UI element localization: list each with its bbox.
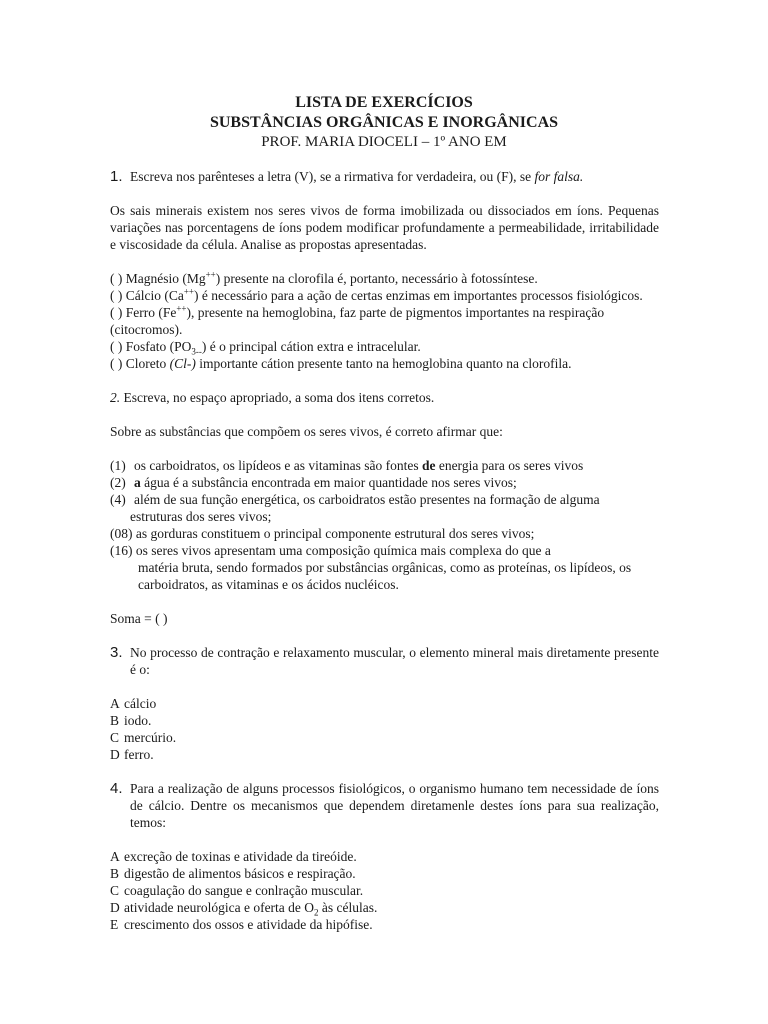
prompt-italic: for falsa. [534, 169, 584, 184]
prompt-text: Escreva nos parênteses a letra (V), se a rirmativa for verdadeira, ou (F), se [130, 169, 535, 184]
document-title: LISTA DE EXERCÍCIOS [295, 94, 473, 111]
prompt-text: Para a realização de alguns processos fisiológicos, o organismo humano tem necessidade de íons de cálcio. Dentre os mecanismos que dependem diretamenle destes íons para sua realização, temos: [130, 781, 659, 830]
statement-item: ( ) Fosfato $(PO_{3--})$ é o principal cátion extra e intracelular. [110, 339, 421, 357]
question-1-prompt [110, 168, 659, 185]
statement-item: ( ) Cálcio (Ca++) é necessário para a ação de certas enzimas em importantes processos fisiológicos. [110, 286, 643, 303]
answer-option: B iodo. [110, 713, 152, 728]
exercise-list [110, 168, 659, 933]
question-number: 2. [110, 390, 121, 405]
statement-item: ( ) Cloreto (Cl-) importante cátion presente tanto na hemoglobina quanto na clorofila. [110, 356, 572, 371]
answer-option: C coagulação do sangue e conlração muscular. [110, 883, 364, 898]
document-header [0, 93, 768, 152]
answer-option: A cálcio [110, 696, 157, 711]
prompt-text: No processo de contração e relaxamento muscular, o elemento mineral mais diretamente presente é o: [130, 645, 659, 677]
answer-option: A excreção de toxinas e atividade da tireóide. [110, 849, 357, 864]
list-item: (2) a água é a substância encontrada em maior quantidade nos seres vivos; [110, 475, 517, 490]
list-item: (08) as gorduras constituem o principal componente estrutural dos seres vivos; [110, 526, 535, 541]
answer-option: B digestão de alimentos básicos e respiração. [110, 866, 356, 881]
answer-option: C mercúrio. [110, 730, 177, 745]
question-3-prompt [110, 644, 659, 678]
list-item-continuation: estruturas dos seres vivos; [130, 509, 272, 524]
question-2-intro: Sobre as substâncias que compõem os seres vivos, é correto afirmar que: [110, 424, 503, 439]
question-number: 3. [110, 644, 123, 661]
list-item: (4) além de sua função energética, os carboidratos estão presentes na formação de alguma [110, 492, 600, 507]
list-item-continuation: matéria bruta, sendo formados por substâncias orgânicas, como as proteínas, os lipídeos, os carboidratos, as vitaminas e os ácidos nucléicos. [138, 560, 632, 592]
answer-option: E crescimento dos ossos e atividade da hipófise. [110, 917, 373, 932]
answer-option: D ferro. [110, 747, 154, 762]
list-item: (1) os carboidratos, os lipídeos e as vitaminas são fontes de energia para os seres vivos [110, 458, 584, 473]
question-2-prompt: 2. Escreva, no espaço apropriado, a soma dos itens corretos. [110, 390, 435, 405]
question-1-intro: Os sais minerais existem nos seres vivos de forma imobilizada ou dissociados em íons. Pequenas variações nas porcentagens de íons podem modificar profundamente a permeabilidade, irritabilidade e viscosidade da célula. Analise as propostas apresentadas. [110, 203, 659, 252]
sum-answer-field: Soma = ( ) [110, 611, 168, 626]
document-author: PROF. MARIA DIOCELI – 1º ANO EM [261, 134, 507, 150]
list-item: (16) os seres vivos apresentam uma composição química mais complexa do que a [110, 543, 551, 558]
answer-option: D atividade neurológica e oferta de $O_2$ às células. [110, 900, 378, 918]
question-number: 1. [110, 168, 123, 185]
question-4-prompt [110, 780, 659, 831]
document-topic: SUBSTÂNCIAS ORGÂNICAS E INORGÂNICAS [209, 114, 559, 131]
question-number: 4. [110, 780, 123, 797]
statement-item: ( ) Ferro (Fe++), presente na hemoglobina, faz parte de pigmentos importantes na respiração (citocromos). [110, 303, 605, 337]
statement-item: ( ) Magnésio (Mg++) presente na clorofila é, portanto, necessário à fotossíntese. [110, 269, 538, 286]
